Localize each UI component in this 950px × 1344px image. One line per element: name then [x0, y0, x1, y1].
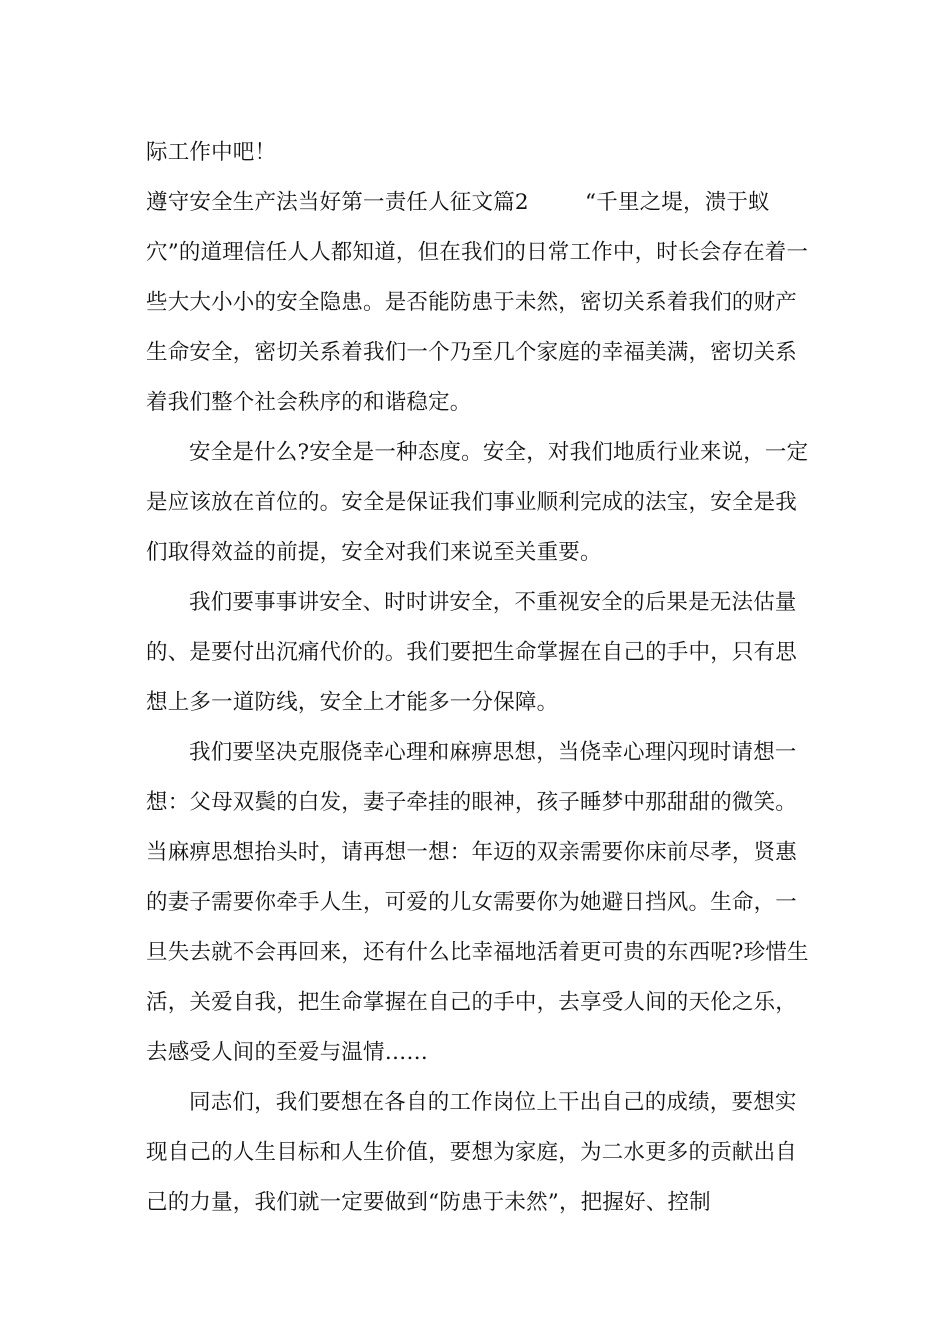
overcome-complacency-paragraph: 我们要坚决克服侥幸心理和麻痹思想，当侥幸心理闪现时请想一想：父母双鬓的白发，妻子牵挂的眼神，孩子睡梦中那甜甜的微笑。当麻痹思想抬头时，请再想一想：年迈的双亲需要你床前尽孝，贤惠的妻子需要你牵手人生，可爱的儿女需要你为她避日挡风。生命，一旦失去就不会再回来，还有什么比幸福地活着更可贵的东西呢?珍惜生活，关爱自我，把生命掌握在自己的手中，去享受人间的天伦之乐，去感受人间的至爱与温情……: [146, 740, 809, 1065]
always-safety-paragraph: 我们要事事讲安全、时时讲安全，不重视安全的后果是无法估量的、是要付出沉痛代价的。我们要把生命掌握在自己的手中，只有思想上多一道防线，安全上才能多一分保障。: [146, 590, 798, 715]
safety-attitude-paragraph: 安全是什么?安全是一种态度。安全，对我们地质行业来说，一定是应该放在首位的。安全是保证我们事业顺利完成的法宝，安全是我们取得效益的前提，安全对我们来说至关重要。: [146, 440, 809, 565]
article-heading-and-intro-paragraph: 遵守安全生产法当好第一责任人征文篇2 “千里之堤，溃于蚁穴”的道理信任人人都知道，但在我们的日常工作中，时长会存在着一些大大小小的安全隐患。是否能防患于未然，密切关系着我们的财产生命安全，密切关系着我们一个乃至几个家庭的幸福美满，密切关系着我们整个社会秩序的和谐稳定。: [146, 190, 809, 415]
comrades-call-paragraph: 同志们，我们要想在各自的工作岗位上干出自己的成绩，要想实现自己的人生目标和人生价值，要想为家庭，为二水更多的贡献出自己的力量，我们就一定要做到“防患于未然”，把握好、控制: [146, 1090, 798, 1215]
continuation-paragraph: 际工作中吧！: [146, 140, 277, 165]
